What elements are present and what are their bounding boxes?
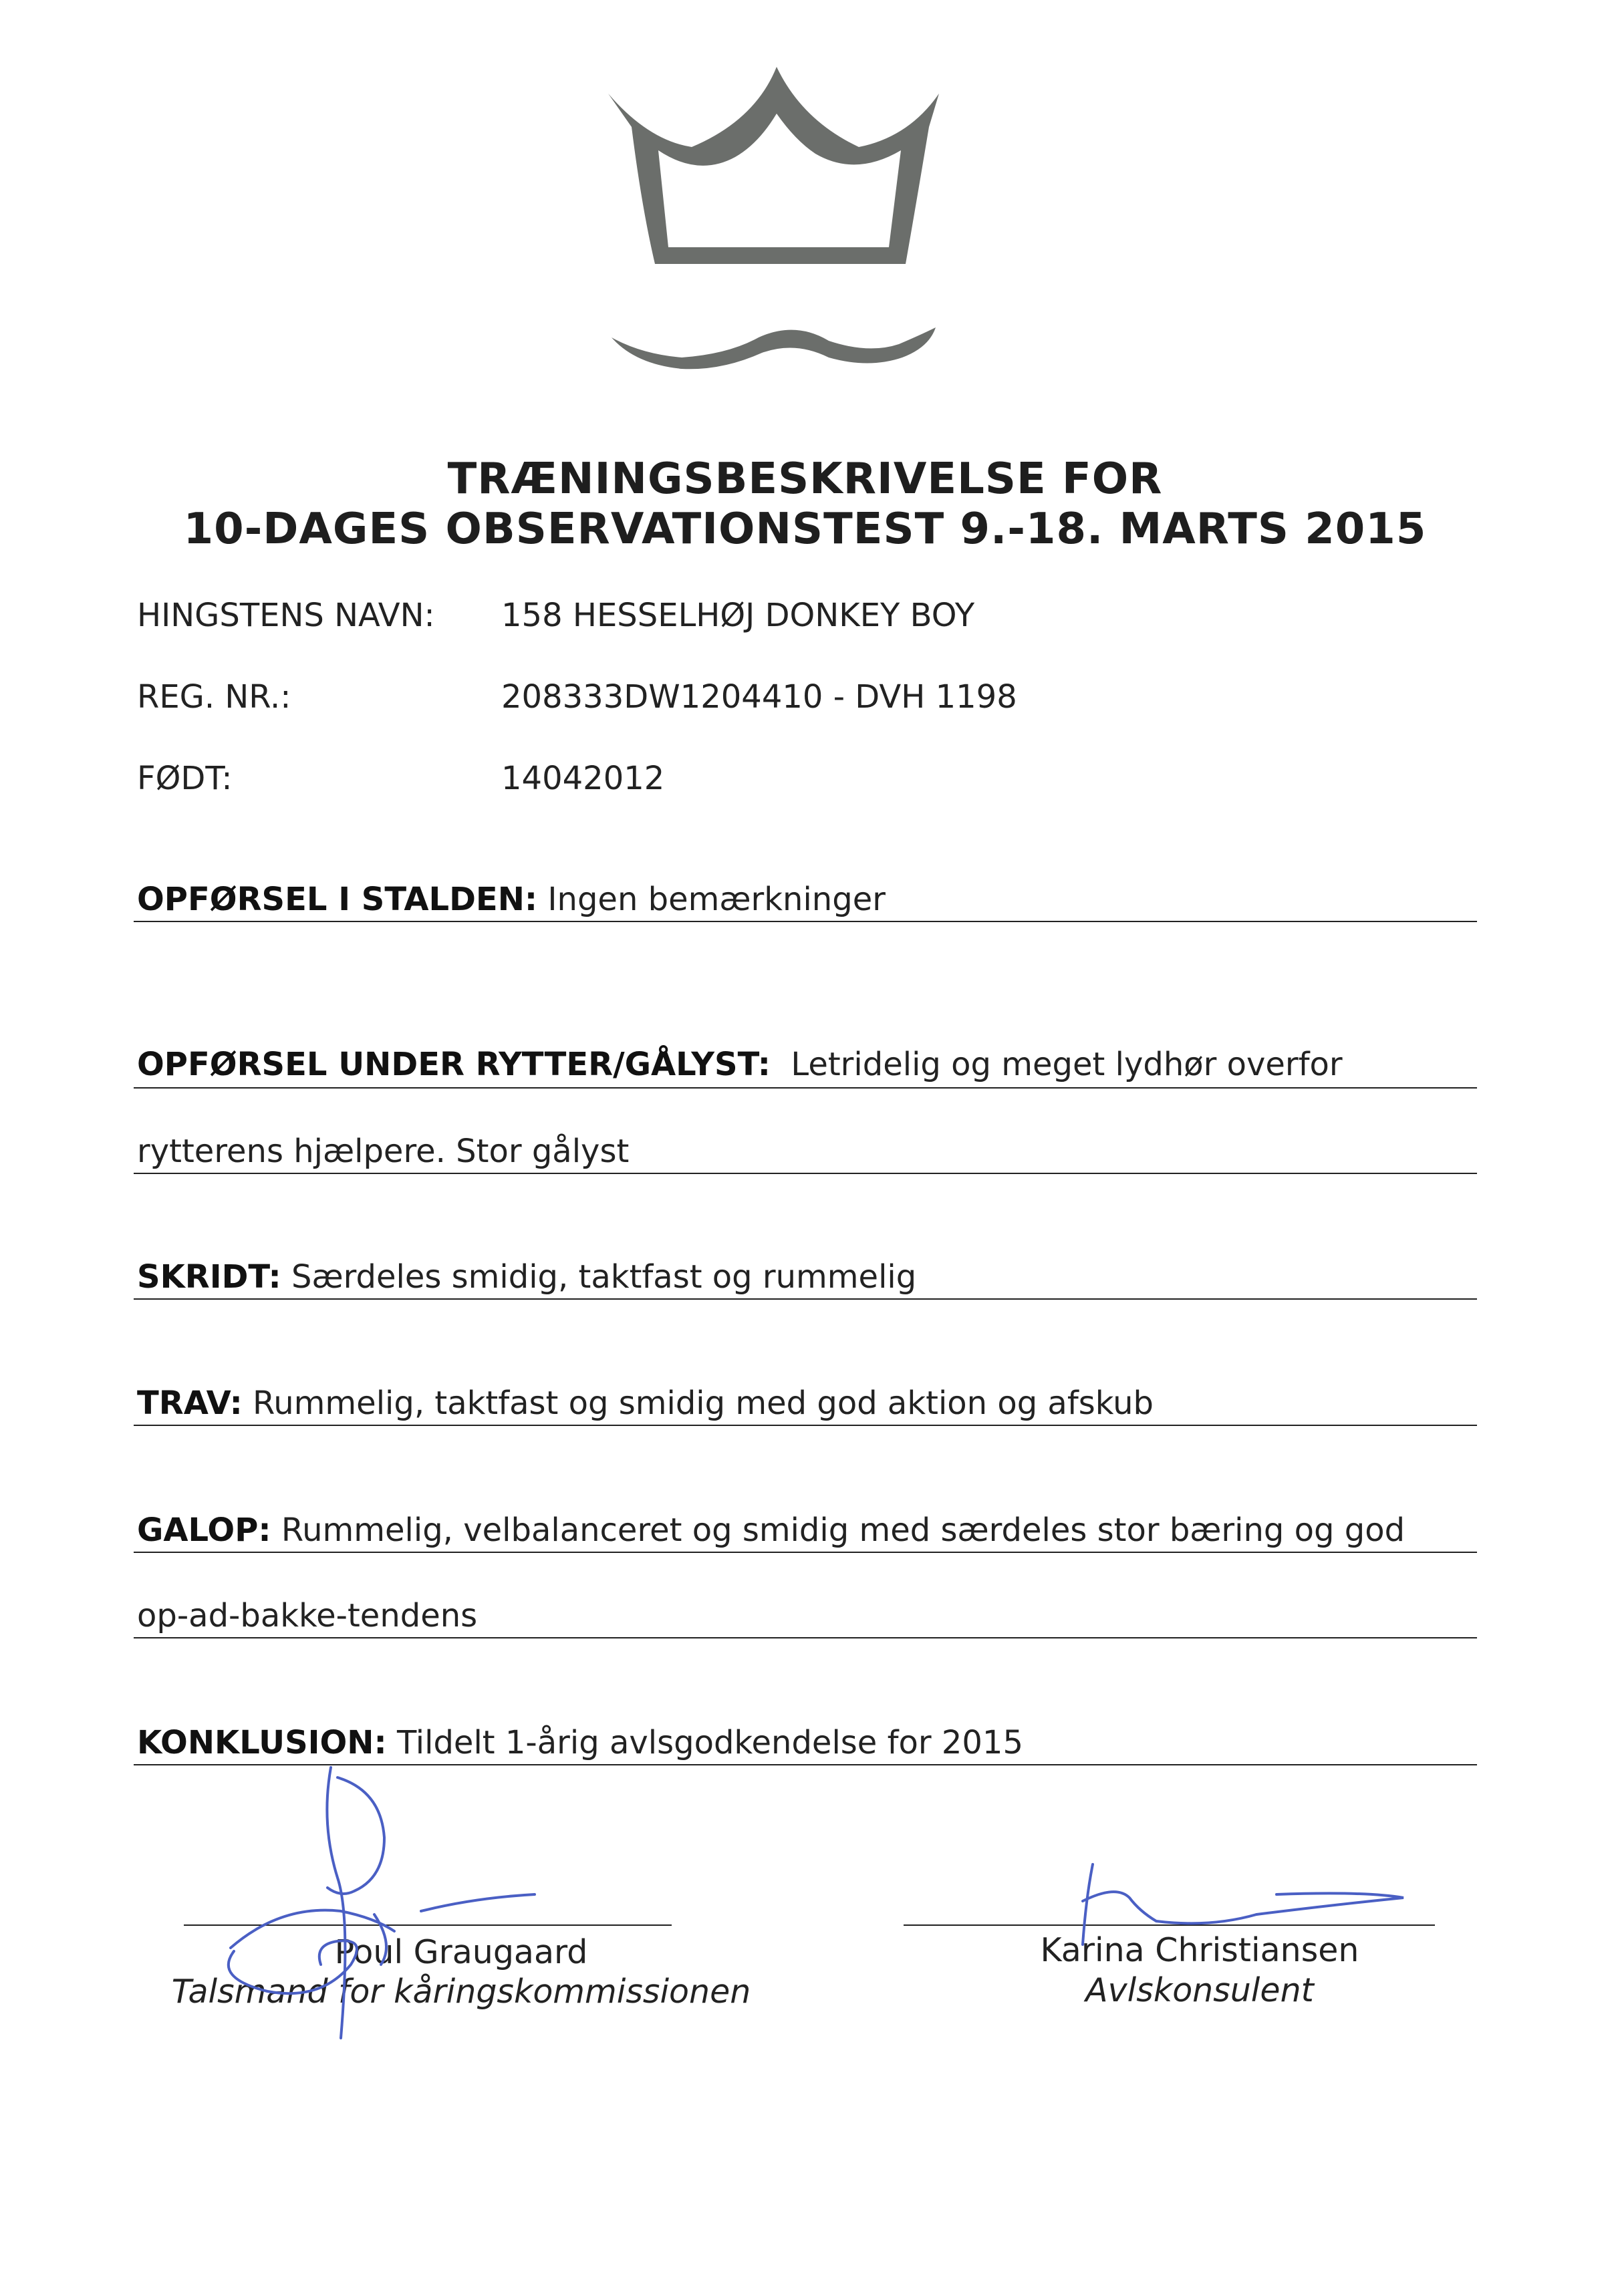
section-skridt <box>137 1258 916 1296</box>
divider-line <box>134 1552 1477 1553</box>
section-konklusion-text: Tildelt 1-årig avlsgodkendelse for 2015 <box>396 1724 1023 1761</box>
section-rytter-text: Letridelig og meget lydhør overfor <box>791 1046 1343 1083</box>
section-galop-label: GALOP: <box>137 1512 271 1549</box>
divider-line <box>134 1173 1477 1174</box>
section-stalden-label: OPFØRSEL I STALDEN: <box>137 881 538 918</box>
section-rytter <box>137 1046 1343 1083</box>
info-value-born: 14042012 <box>501 760 665 797</box>
section-trav-text: Rummelig, taktfast og smidig med god aktion og afskub <box>253 1385 1154 1422</box>
signatory-left-role: Talsmand for kåringskommissionen <box>171 1973 751 2011</box>
section-galop-continued: op-ad-bakke-tendens <box>137 1597 478 1634</box>
section-skridt-text: Særdeles smidig, taktfast og rummelig <box>291 1258 917 1296</box>
section-konklusion-label: KONKLUSION: <box>137 1724 387 1761</box>
info-label-reg: REG. NR.: <box>137 678 291 716</box>
section-trav-label: TRAV: <box>137 1385 243 1422</box>
info-label-born: FØDT: <box>137 760 233 797</box>
crown-waves-logo <box>601 60 949 374</box>
signatory-right-name: Karina Christiansen <box>1040 1931 1359 1969</box>
document-title-line2: 10-DAGES OBSERVATIONSTEST 9.-18. MARTS 2015 <box>183 505 1427 554</box>
crown-icon <box>608 67 939 264</box>
divider-line <box>134 1087 1477 1089</box>
section-skridt-label: SKRIDT: <box>137 1258 281 1296</box>
info-label-name: HINGSTENS NAVN: <box>137 597 435 634</box>
divider-line <box>134 1637 1477 1638</box>
section-rytter-continued: rytterens hjælpere. Stor gålyst <box>137 1133 630 1170</box>
waves-icon <box>612 327 936 369</box>
handwritten-signature-left <box>221 1764 555 2058</box>
info-value-reg: 208333DW1204410 - DVH 1198 <box>501 678 1017 716</box>
divider-line <box>134 1425 1477 1426</box>
section-stalden <box>137 881 886 918</box>
section-rytter-label: OPFØRSEL UNDER RYTTER/GÅLYST: <box>137 1046 771 1083</box>
section-stalden-text: Ingen bemærkninger <box>547 881 886 918</box>
divider-line <box>134 921 1477 922</box>
info-value-name: 158 HESSELHØJ DONKEY BOY <box>501 597 975 634</box>
document-title-line1: TRÆNINGSBESKRIVELSE FOR <box>447 454 1163 504</box>
section-konklusion <box>137 1724 1023 1761</box>
signatory-right-role: Avlskonsulent <box>1085 1971 1314 2009</box>
section-galop <box>137 1512 1405 1549</box>
handwritten-signature-right <box>1056 1858 1417 1951</box>
divider-line <box>134 1298 1477 1300</box>
signatory-left-name: Poul Graugaard <box>334 1933 588 1971</box>
section-galop-text: Rummelig, velbalanceret og smidig med særdeles stor bæring og god <box>281 1512 1405 1549</box>
section-trav <box>137 1385 1154 1422</box>
